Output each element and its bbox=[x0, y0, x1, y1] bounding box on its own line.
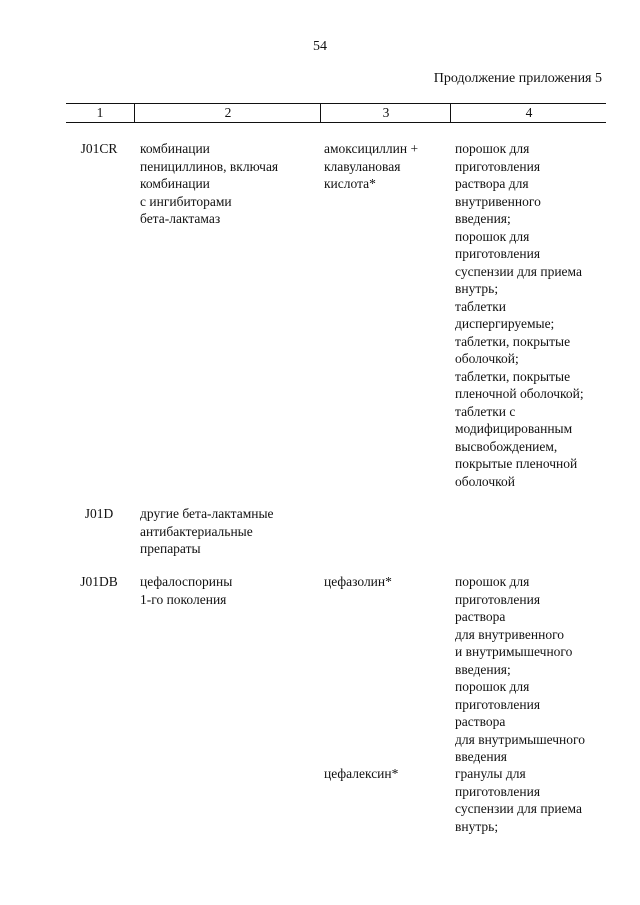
dosage-form-line: для внутривенного bbox=[455, 626, 565, 642]
dosage-form-line: раствора bbox=[455, 714, 506, 729]
group-name-line: 1-го поколения bbox=[140, 591, 227, 607]
dosage-form-line: таблетки, покрытые bbox=[455, 333, 571, 349]
dosage-form-line: таблетки, покрытые bbox=[455, 368, 571, 384]
atc-code: J01D bbox=[84, 506, 114, 521]
dosage-form-line: порошок для bbox=[455, 574, 530, 589]
group-name-line: с ингибиторами bbox=[140, 193, 232, 209]
dosage-form-line: приготовления bbox=[455, 158, 541, 174]
dosage-form-line: порошок для bbox=[455, 141, 530, 156]
dosage-form-line: введения bbox=[455, 749, 508, 764]
group-name-line: комбинации bbox=[140, 176, 210, 191]
dosage-form-line: внутривенного bbox=[455, 193, 541, 209]
dosage-form-line: приготовления bbox=[455, 696, 541, 712]
dosage-form-line: приготовления bbox=[455, 783, 541, 799]
group-name-line: антибактериальные bbox=[140, 523, 253, 539]
drug-name-line: кислота* bbox=[324, 176, 376, 191]
dosage-form-line: введения; bbox=[455, 211, 511, 226]
dosage-form-line: и внутримышечного bbox=[455, 644, 573, 659]
header-col-2: 2 bbox=[134, 104, 321, 122]
dosage-form-line: внутрь; bbox=[455, 818, 499, 834]
dosage-form-line: порошок для bbox=[455, 228, 530, 244]
page-number: 54 bbox=[313, 39, 327, 54]
group-name-line: цефалоспорины bbox=[140, 574, 233, 589]
continuation-title: Продолжение приложения 5 bbox=[433, 71, 602, 86]
dosage-form-line: высвобождением, bbox=[455, 438, 558, 454]
dosage-form-line: диспергируемые; bbox=[455, 316, 555, 331]
table-header-row bbox=[66, 103, 606, 123]
header-col-3: 3 bbox=[320, 104, 451, 122]
dosage-form-line: пленочной оболочкой; bbox=[455, 386, 584, 401]
dosage-form-line: для внутримышечного bbox=[455, 731, 585, 747]
dosage-form-line: раствора для bbox=[455, 176, 529, 191]
dosage-form-line: суспензии для приема bbox=[455, 801, 582, 816]
group-name-line: другие бета-лактамные bbox=[140, 506, 274, 521]
dosage-form-line: внутрь; bbox=[455, 281, 499, 296]
dosage-form-line: таблетки bbox=[455, 298, 507, 314]
dosage-form-line: покрытые пленочной bbox=[455, 456, 578, 471]
dosage-form-line: оболочкой bbox=[455, 473, 515, 489]
dosage-form-line: модифицированным bbox=[455, 421, 573, 436]
drug-name-line: клавулановая bbox=[324, 158, 401, 174]
drug-name-line: амоксициллин + bbox=[324, 141, 419, 156]
drug-name-line: цефалексин* bbox=[324, 766, 399, 781]
dosage-form-line: гранулы для bbox=[455, 766, 526, 781]
dosage-form-line: суспензии для приема bbox=[455, 263, 582, 279]
dosage-form-line: порошок для bbox=[455, 679, 530, 694]
header-col-1: 1 bbox=[96, 105, 104, 120]
dosage-form-line: таблетки с bbox=[455, 403, 516, 419]
dosage-form-line: приготовления bbox=[455, 246, 541, 261]
atc-code: J01CR bbox=[80, 141, 118, 156]
drug-name-line: цефазолин* bbox=[324, 574, 392, 589]
group-name-line: комбинации bbox=[140, 141, 210, 156]
dosage-form-line: приготовления bbox=[455, 591, 541, 607]
group-name-line: бета-лактамаз bbox=[140, 211, 221, 226]
group-name-line: пенициллинов, включая bbox=[140, 158, 279, 174]
group-name-line: препараты bbox=[140, 541, 201, 556]
dosage-form-line: оболочкой; bbox=[455, 351, 519, 366]
dosage-form-line: введения; bbox=[455, 661, 511, 677]
header-col-4: 4 bbox=[450, 104, 607, 122]
atc-code: J01DB bbox=[80, 574, 118, 589]
dosage-form-line: раствора bbox=[455, 609, 506, 624]
